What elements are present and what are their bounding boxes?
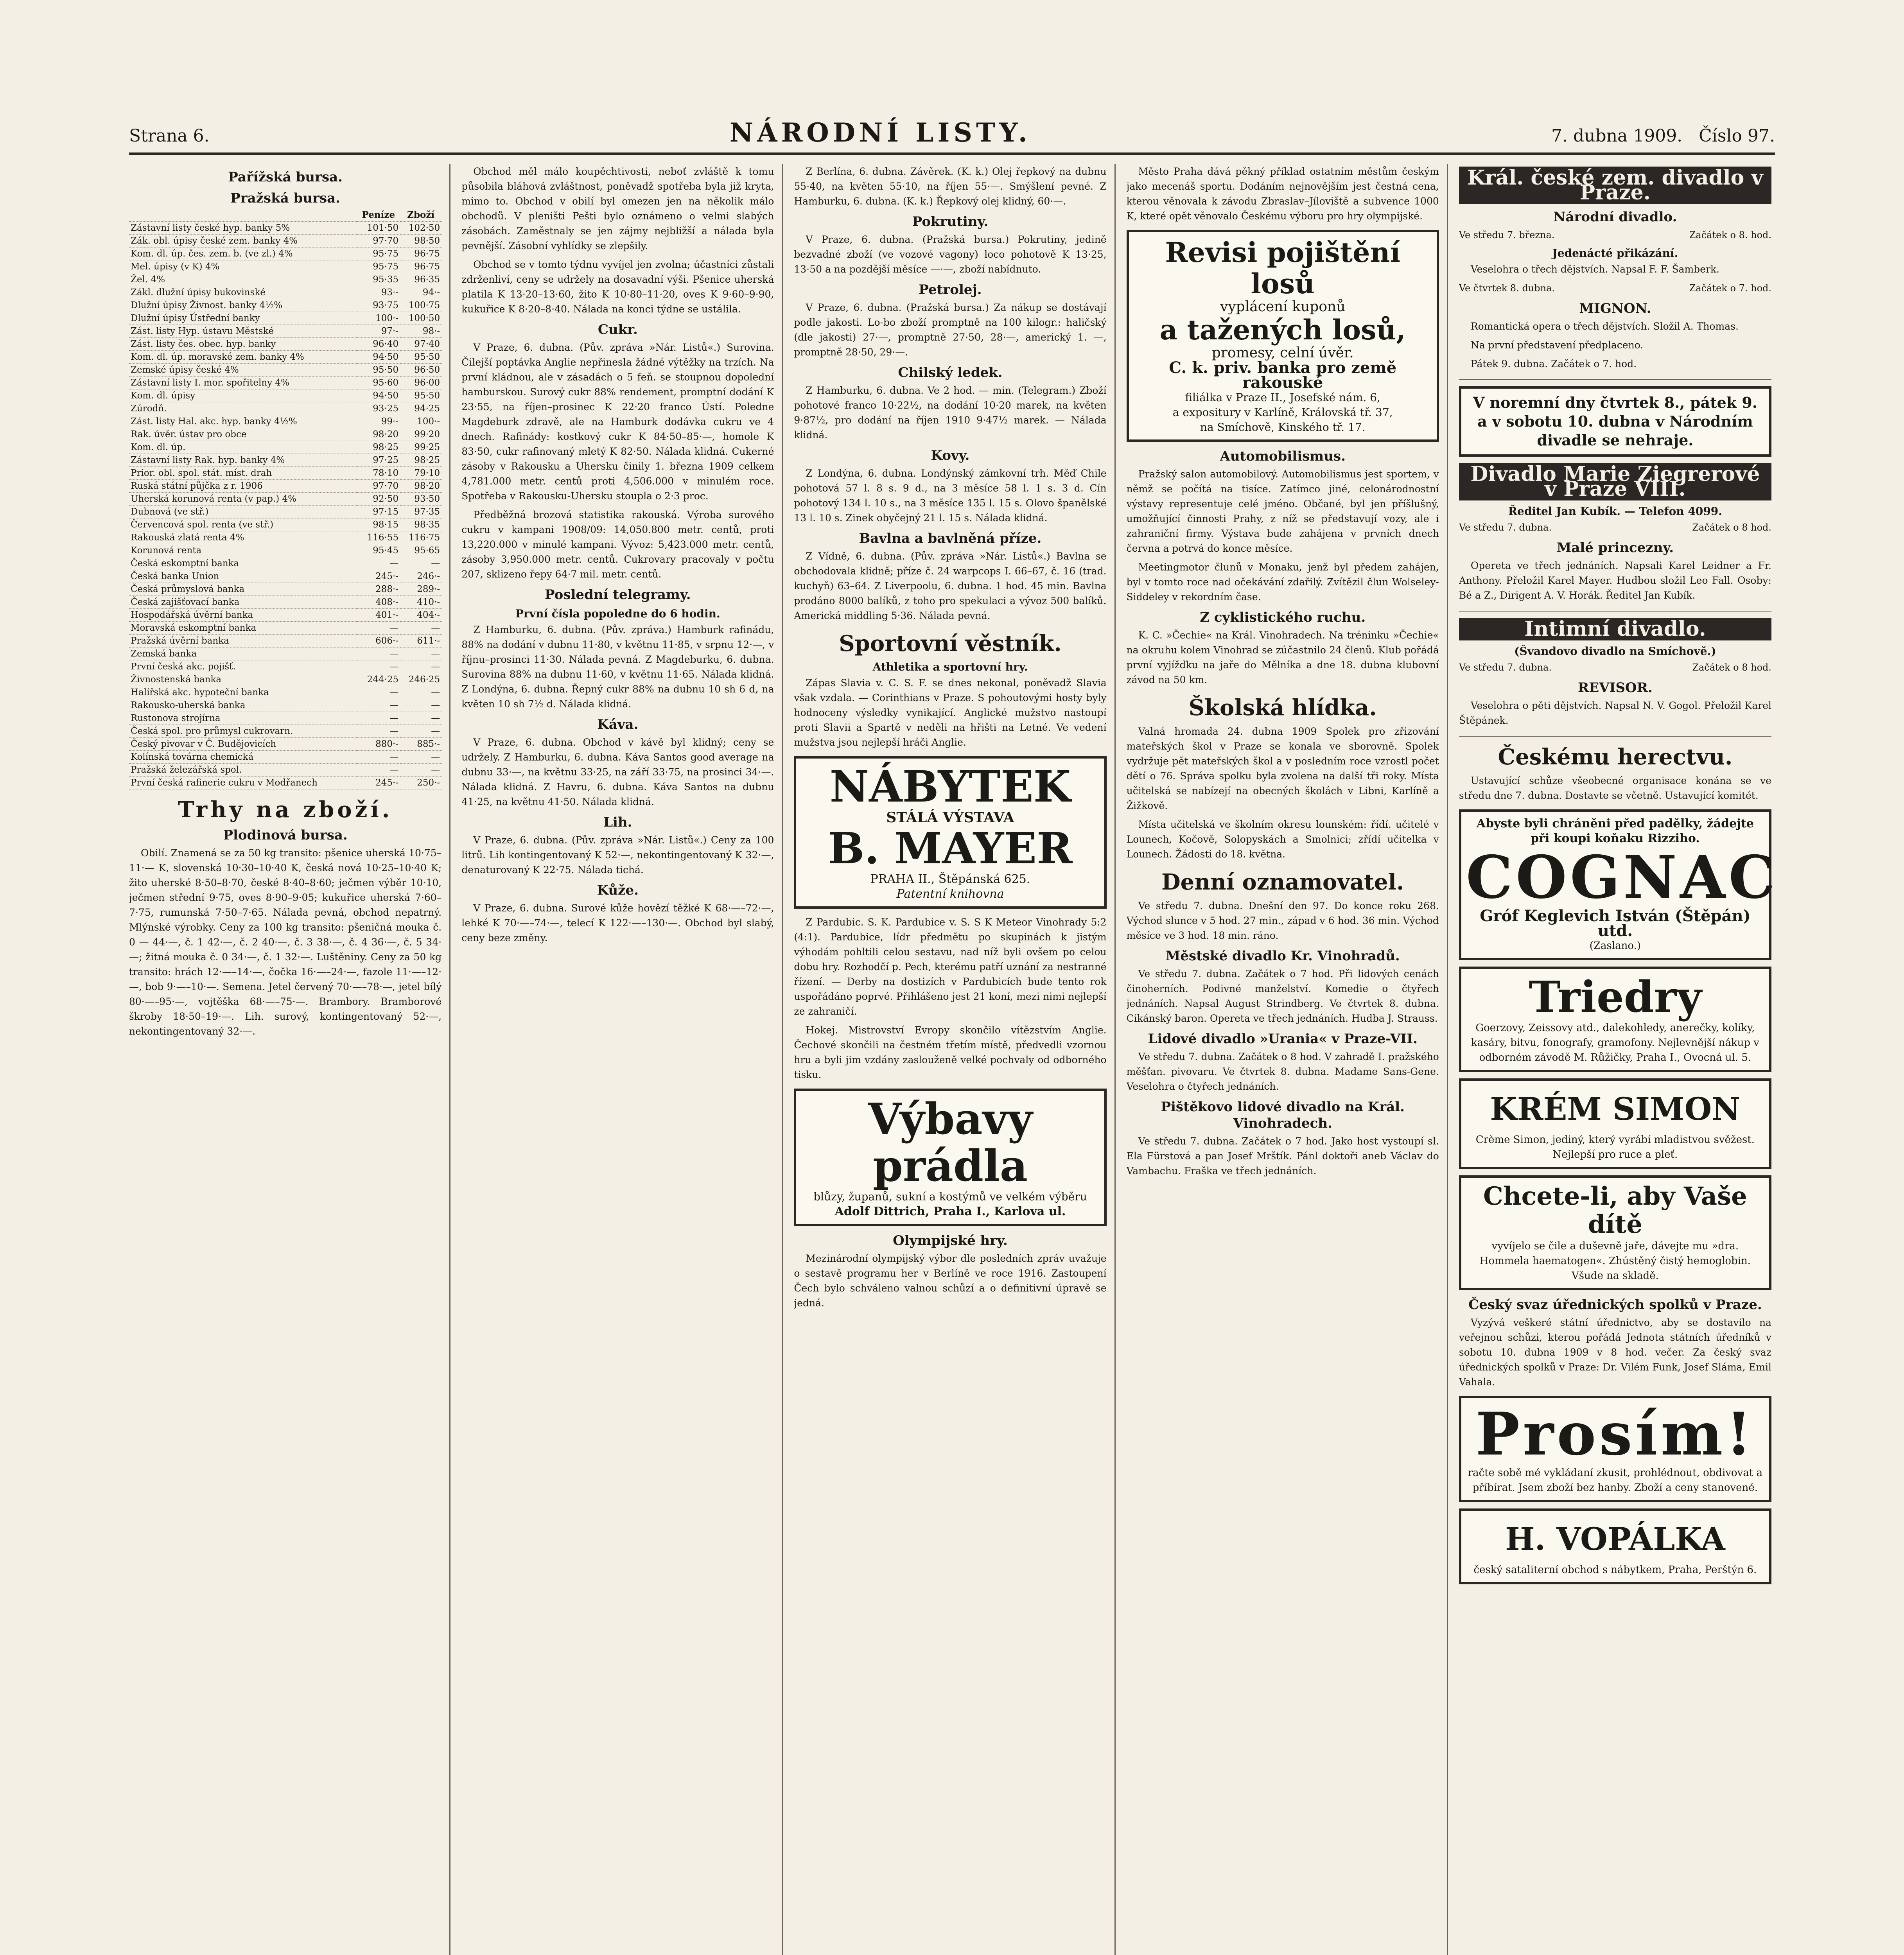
section-heading-pokrutiny: Pokrutiny. bbox=[912, 214, 989, 230]
rates-row bbox=[129, 351, 441, 364]
rate-name: Halířská akc. hypoteční banka bbox=[129, 686, 357, 699]
rate-name: Kom. dl. úp. bbox=[129, 441, 357, 454]
article-text: V Praze, 6. dubna. (Pražská bursa.) Pokrutiny, jedině bezvadné zboží (ve vozové vagony) loco pohotově K 13·25, 13·50 a na pozdější měsíce —·—, zboží nabídnuto. bbox=[794, 234, 1107, 275]
section-heading-bavlna: Bavlna a bavlněná příze. bbox=[859, 531, 1042, 546]
section-heading-plodinova: Plodinová bursa. bbox=[223, 827, 348, 843]
theatre-heading-ziegler: Divadlo Marie Ziegrerové v Praze VIII. bbox=[1459, 463, 1771, 500]
rate-value: — bbox=[357, 751, 400, 764]
rate-value: 245·- bbox=[357, 777, 400, 789]
section-heading-telegramy: Poslední telegramy. bbox=[545, 587, 691, 603]
rate-name: Kolínská továrna chemická bbox=[129, 751, 357, 764]
rate-value: — bbox=[357, 622, 400, 635]
rate-value: — bbox=[400, 686, 441, 699]
rate-name: Prior. obl. spol. stát. míst. drah bbox=[129, 467, 357, 480]
rate-name: Hospodářská úvěrní banka bbox=[129, 609, 357, 622]
article-text: Z Vídně, 6. dubna. (Pův. zpráva »Nár. Listů«.) Bavlna se obchodovala klidně; příze č. 24 warpcops I. 66–67, č. 16 (trad. kuchyň) 63–64. Z Liverpoolu, 6. dubna. 1 hod. 45 min. Bavlna prodáno 8000 balíků, z toho pro spekulaci a vývoz 500 balíků. Americká middling 5·36. Nálada pevná. bbox=[794, 551, 1107, 621]
rate-name: Rakouská zlatá renta 4% bbox=[129, 531, 357, 544]
rate-value: 97·35 bbox=[400, 506, 441, 518]
rates-row bbox=[129, 660, 441, 673]
rate-value: 97·15 bbox=[357, 506, 400, 518]
article-text: Předběžná brozová statistika rakouská. Výroba surového cukru v kampani 1908/09: 14,050.800 metr. centů, proti 13,220.000 v minulé kampani. Vývoz: 5,423.000 metr. centů, zásoby 3,950.000 metr. centů. Cukrovary pracovaly v počtu 207, sklizeno řepy 64·7 mil. metr. centů. bbox=[461, 509, 774, 580]
rate-value: 93·- bbox=[357, 286, 400, 299]
article-text: V Praze, 6. dubna. (Pražská bursa.) Za nákup se dostávají podle jakosti. Lo-bo zboží promptně na 100 kilogr.: haličský (dle jakosti) 27·—, promptně 27·50, 28·—, americký 1. —, promptně 28·50, 29·—. bbox=[794, 302, 1107, 358]
rate-value: 95·35 bbox=[357, 273, 400, 286]
rates-row bbox=[129, 635, 441, 647]
rate-value: 96·50 bbox=[400, 364, 441, 377]
rate-name: Český pivovar v Č. Budějovicích bbox=[129, 738, 357, 751]
section-heading-lih: Lih. bbox=[603, 814, 632, 830]
rate-value: — bbox=[357, 764, 400, 777]
issue-date: 7. dubna 1909. Číslo 97. bbox=[1551, 126, 1775, 146]
rates-row bbox=[129, 377, 441, 389]
section-heading-kovy: Kovy. bbox=[931, 448, 970, 463]
rate-value: — bbox=[357, 686, 400, 699]
rates-row bbox=[129, 299, 441, 312]
rate-name: Česká banka Union bbox=[129, 570, 357, 583]
rate-name: Zást. listy Hyp. ústavu Městské bbox=[129, 325, 357, 338]
article-text: Obilí. Znamená se za 50 kg transito: pšenice uherská 10·75–11·— K, slovenská 10·30–10·40 K, česká nová 10·25–10·40 K; žito uherské 8·50–8·70, české 8·40–8·60; ječmen výběr 10·10, ječmen střední 9·75, oves 8·90–9·05; kukuřice uherská 7·60–7·75, rumunská 7·50–7·65. Nálada pevná, obchod nepatrný. Mlýnské výrobky. Ceny za 100 kg transito: pšeničná mouka č. 0 — 44·—, č. 1 42·—, č. 2 40·—, č. 3 38·—, č. 4 36·—, č. 5 34·—; žitná mouka č. 0 34·—, č. 1 32·—. Luštěniny. Ceny za 50 kg transito: hrách 12·—–14·—, čočka 16·—–24·—, fazole 11·—–12·—, bob 9·—–10·—. Semena. Jetel červený 70·—–78·—, jetel bílý 80·—–95·—, vojtěška 68·—–75·—. Brambory. Bramborové škroby 18·50–19·—. Lih. surový, kontingentovaný 52·—, nekontingentovaný 32·—. bbox=[129, 847, 442, 1037]
article-text: Ve středu 7. dubna. Začátek o 8 hod. V zahradě I. pražského měšťan. pivovaru. Ve čtvrtek 8. dubna. Madame Sans-Gene. Veselohra o čtyřech jednáních. bbox=[1126, 1051, 1439, 1092]
advertisement-revisi-losu: Revisi pojištění losů vyplácení kuponů a tažených losů, promesy, celní úvěr. C. k. priv. banka pro země rakouské filiálka v Praze II., Josefské nám. 6, a expositury v Karlíně, Královská tř. 37, na Smíchově, Kinského tř. 17. bbox=[1127, 230, 1439, 442]
rate-value: 101·50 bbox=[357, 222, 400, 235]
rate-name: První česká rafinerie cukru v Modřanech bbox=[129, 777, 357, 789]
rates-row bbox=[129, 506, 441, 518]
advertisement-nabytek: NÁBYTEK STÁLÁ VÝSTAVA B. MAYER PRAHA II., Štěpánská 625. Patentní knihovna bbox=[794, 756, 1106, 909]
rates-row bbox=[129, 764, 441, 777]
rate-name: Pražská úvěrní banka bbox=[129, 635, 357, 647]
advertisement-krem-simon: KRÉM SIMON Crème Simon, jediný, který vyrábí mladistvou svěžest. Nejlepší pro ruce a pleť. bbox=[1459, 1078, 1771, 1169]
advertisement-haematogen: Chcete-li, aby Vaše dítě vyvíjelo se čile a duševně jaře, dávejte mu »dra. Hommela haematogen«. Zhústěný čistý hemoglobin. Všude na skladě. bbox=[1459, 1175, 1771, 1290]
section-heading-svaz: Český svaz úřednických spolků v Praze. bbox=[1468, 1297, 1762, 1313]
rates-row bbox=[129, 583, 441, 596]
rate-value: 96·35 bbox=[400, 273, 441, 286]
column-3 bbox=[794, 164, 1115, 1955]
rates-row bbox=[129, 402, 441, 415]
article-text: Město Praha dává pěkný příklad ostatním městům českým jako mecenáš sportu. Dodáním nejnovějším jest čestná cena, kterou věnovala k závodu Zbraslav–Jíloviště a subvence 1000 K, které opět věnovalo Českému výboru pro hry olympijské. bbox=[1126, 166, 1439, 222]
rate-name: Zást. listy čes. obec. hyp. banky bbox=[129, 338, 357, 351]
rates-row bbox=[129, 622, 441, 635]
rate-value: 95·45 bbox=[357, 544, 400, 557]
column-1 bbox=[129, 164, 450, 1955]
article-text: Z Berlína, 6. dubna. Závěrek. (K. k.) Olej řepkový na dubnu 55·40, na květen 55·10, na říjen 55·—. Smýšlení pevné. Z Hamburku, 6. dubna. (K. k.) Řepkový olej klidný, 60·—. bbox=[794, 166, 1107, 207]
notice-no-performance: V noremní dny čtvrtek 8., pátek 9. a v sobotu 10. dubna v Národním divadle se nehraje. bbox=[1459, 386, 1771, 457]
rate-value: — bbox=[400, 557, 441, 570]
rate-value: 880·- bbox=[357, 738, 400, 751]
page-number: Strana 6. bbox=[129, 126, 210, 146]
rate-value: — bbox=[357, 557, 400, 570]
rate-value: 97·- bbox=[357, 325, 400, 338]
rate-value: 97·70 bbox=[357, 480, 400, 493]
article-text: Ustavující schůze všeobecné organisace konána se ve středu dne 7. dubna. Dostavte se včetně. Ustavující komitét. bbox=[1459, 775, 1772, 801]
rate-value: — bbox=[357, 699, 400, 712]
article-text: Místa učitelská ve školním okresu lounském: řídí. učitelé v Lounech, Kočově, Solopyskách a Smolnici; zřídí učitelka v Lounech. Žádosti do 18. května. bbox=[1126, 819, 1439, 860]
masthead bbox=[129, 117, 1775, 155]
playbill-nd: Ve středu 7. března. Začátek o 8. hod. Jedenácté přikázání. Veselohra o třech dějstvích. Napsal F. F. Šamberk. Ve čtvrtek 8. dubna. Začátek o 7. hod. MIGNON. Romantická opera o třech dějstvích. Složil A. Thomas. Na první představení předplaceno. Pátek 9. dubna. Začátek o 7. hod. bbox=[1459, 228, 1771, 380]
rate-value: 96·40 bbox=[357, 338, 400, 351]
rate-value: 98·25 bbox=[357, 441, 400, 454]
rate-name: Kom. dl. úpisy bbox=[129, 389, 357, 402]
rate-value: 98·15 bbox=[357, 518, 400, 531]
rates-row bbox=[129, 712, 441, 725]
rates-row bbox=[129, 428, 441, 441]
section-heading-kuze: Kůže. bbox=[597, 882, 639, 898]
rates-row bbox=[129, 544, 441, 557]
rate-name: Zemské úpisy české 4% bbox=[129, 364, 357, 377]
rates-row bbox=[129, 325, 441, 338]
rate-name: Živnostenská banka bbox=[129, 673, 357, 686]
section-heading-cukr: Cukr. bbox=[598, 322, 638, 337]
rate-name: Zást. listy Hal. akc. hyp. banky 4½% bbox=[129, 415, 357, 428]
rate-name: Červencová spol. renta (ve stř.) bbox=[129, 518, 357, 531]
rate-value: 98·25 bbox=[400, 454, 441, 467]
rates-row bbox=[129, 273, 441, 286]
section-heading-ledek: Chilský ledek. bbox=[898, 365, 1003, 380]
rate-value: — bbox=[400, 725, 441, 738]
rates-row bbox=[129, 647, 441, 660]
rate-value: 611·- bbox=[400, 635, 441, 647]
rate-name: Zástavní listy I. mor. spořitelny 4% bbox=[129, 377, 357, 389]
article-text: Ve středu 7. dubna. Začátek o 7 hod. Jako host vystoupí sl. Ela Fürstová a pan Josef Mrštík. Pánl doktoři aneb Václav do Vambachu. Fraška ve třech jednáních. bbox=[1126, 1135, 1439, 1177]
rate-value: — bbox=[357, 660, 400, 673]
rate-value: 100·75 bbox=[400, 299, 441, 312]
article-text: Obchod měl málo koupěchtivosti, neboť zvláště k tomu působila bláhová zvláštnost, poněvadž spotřeba byla již kryta, mimo to. Obchod v obilí byl omezen jen na několik málo obchodů. V pleništi Pešti bylo oznámeno o velmi slabých zásobách. Zaměstnaly se jen zájmy nejbližší a nálada byla pevnější. Zásobní vyhlídky se zlepšily. bbox=[461, 166, 774, 251]
rate-value: — bbox=[400, 622, 441, 635]
theatre-heading-nd: Král. české zem. divadlo v Praze. bbox=[1459, 167, 1771, 204]
rate-value: 250·- bbox=[400, 777, 441, 789]
rate-name: Kom. dl. úp. moravské zem. banky 4% bbox=[129, 351, 357, 364]
rates-row bbox=[129, 751, 441, 764]
theatre-heading-intimni: Intimní divadlo. bbox=[1459, 618, 1771, 640]
rate-value: — bbox=[357, 725, 400, 738]
section-heading-kava: Káva. bbox=[597, 717, 639, 732]
column-2 bbox=[461, 164, 783, 1955]
article-text: Pražský salon automobilový. Automobilismus jest sportem, v němž se počítá na tisíce. Zatímco jiné, celonárodnostní výstavy representuje celé jméno. Občané, byl jen příšlušný, umožňující činnosti Prahy, z níž se představují vozy, ale i zahraniční firmy. Výstava bude zahájena v prvních dnech června a potrvá do konce měsíce. bbox=[1126, 468, 1439, 554]
rate-name: Zúrodň. bbox=[129, 402, 357, 415]
rate-value: — bbox=[400, 647, 441, 660]
rates-row bbox=[129, 725, 441, 738]
rate-name: Žel. 4% bbox=[129, 273, 357, 286]
rates-row bbox=[129, 248, 441, 260]
rate-value: — bbox=[400, 751, 441, 764]
rate-value: 94·50 bbox=[357, 351, 400, 364]
rate-value: 95·65 bbox=[400, 544, 441, 557]
rates-row bbox=[129, 415, 441, 428]
rates-row bbox=[129, 557, 441, 570]
rate-value: 79·10 bbox=[400, 467, 441, 480]
rates-row bbox=[129, 260, 441, 273]
advertisement-prosim: Prosím! račte sobě mé vykládaní zkusit, prohlédnout, obdivovat a příbírat. Jsem zboží bez hanby. Zboží a ceny stanovené. bbox=[1459, 1396, 1771, 1502]
article-text: K. C. »Čechie« na Král. Vinohradech. Na tréninku »Čechie« na okruhu kolem Vinohrad se zúčastnilo 24 členů. Klub pořádá první vyjížďku na jaře do Mělníka a dne 18. dubna klubovní závod na 50 km. bbox=[1126, 630, 1439, 685]
rate-name: Zemská banka bbox=[129, 647, 357, 660]
section-heading-sport: Sportovní věstník. bbox=[839, 631, 1062, 656]
rate-value: 93·50 bbox=[400, 493, 441, 506]
rate-value: 97·25 bbox=[357, 454, 400, 467]
advertisement-vybavy: Výbavy prádla blůzy, županů, sukní a kostýmů ve velkém výběru Adolf Dittrich, Praha I., Karlova ul. bbox=[794, 1089, 1106, 1226]
rate-value: 94·50 bbox=[357, 389, 400, 402]
section-heading-herectvo: Českému herectvu. bbox=[1498, 744, 1733, 770]
article-text: Zápas Slavia v. C. S. F. se dnes nekonal, poněvadž Slavia však vzdala. — Corinthians v Praze. S pohoutovými hosty byly hodnoceny výsledky vynikající. Anglické mužstvo nastoupí proti Slavii a Spartě v neděli na hřišti na Letné. Ve vedení mužstva jsou nejlepší hráči Anglie. bbox=[794, 677, 1107, 748]
rates-row bbox=[129, 480, 441, 493]
section-heading-auto: Automobilismus. bbox=[1220, 448, 1346, 464]
article-text: Mezinárodní olympijský výbor dle posledních zpráv uvažuje o sestavě programu her v Berlíně ve roce 1916. Zastoupení Čech bylo schváleno valnou schůzí a o definitivní úpravě se jedná. bbox=[794, 1253, 1107, 1309]
rate-name: Rustonova strojírna bbox=[129, 712, 357, 725]
rate-value: 94·- bbox=[400, 286, 441, 299]
article-text: Ve středu 7. dubna. Začátek o 7 hod. Při lidových cenách činoherních. Podivné manželství. Komedie o čtyřech jednáních. Napsal August Strindberg. Ve čtvrtek 8. dubna. Cikánský baron. Opereta ve třech jednáních. Hudba J. Strauss. bbox=[1126, 968, 1439, 1024]
rates-row bbox=[129, 609, 441, 622]
section-heading-trhy: Trhy na zboží. bbox=[178, 797, 393, 823]
rates-row bbox=[129, 686, 441, 699]
section-heading-olymp: Olympijské hry. bbox=[893, 1233, 1008, 1248]
rates-row bbox=[129, 467, 441, 480]
rates-row bbox=[129, 222, 441, 235]
rate-value: 96·00 bbox=[400, 377, 441, 389]
rate-value: 98·20 bbox=[357, 428, 400, 441]
rate-name: Pražská železářská spol. bbox=[129, 764, 357, 777]
rate-value: 95·75 bbox=[357, 260, 400, 273]
rate-value: 97·40 bbox=[400, 338, 441, 351]
rate-value: — bbox=[400, 764, 441, 777]
rate-value: 78·10 bbox=[357, 467, 400, 480]
section-subheading: Národní divadlo. bbox=[1553, 209, 1677, 225]
rate-value: 96·75 bbox=[400, 260, 441, 273]
rate-value: 99·25 bbox=[400, 441, 441, 454]
rate-name: Mel. úpisy (v K) 4% bbox=[129, 260, 357, 273]
rate-value: — bbox=[400, 660, 441, 673]
rate-value: 100·- bbox=[400, 415, 441, 428]
rate-value: 96·75 bbox=[400, 248, 441, 260]
rate-name: Česká průmyslová banka bbox=[129, 583, 357, 596]
rates-row bbox=[129, 493, 441, 506]
article-text: V Praze, 6. dubna. Obchod v kávě byl klidný; ceny se udržely. Z Hamburku, 6. dubna. Káva Santos good average na dubnu 33·—, na květnu 33·25, na září 33·75, na prosinci 34·—. Nálada klidná. Z Havru, 6. dubna. Káva Santos na dubnu 41·25, na květnu 41·50. Nálada klidná. bbox=[461, 737, 774, 807]
rates-row bbox=[129, 777, 441, 789]
rate-value: 288·- bbox=[357, 583, 400, 596]
rates-row bbox=[129, 364, 441, 377]
section-heading-pistek: Pištěkovo lidové divadlo na Král. Vinohradech. bbox=[1161, 1099, 1405, 1131]
rate-value: 95·75 bbox=[357, 248, 400, 260]
rate-name: Zástavní listy české hyp. banky 5% bbox=[129, 222, 357, 235]
rate-value: — bbox=[357, 647, 400, 660]
rate-value: 401·- bbox=[357, 609, 400, 622]
rate-name: Kom. dl. úp. čes. zem. b. (ve zl.) 4% bbox=[129, 248, 357, 260]
rate-name: První česká akc. pojišť. bbox=[129, 660, 357, 673]
rate-value: 116·55 bbox=[357, 531, 400, 544]
article-text: Z Pardubic. S. K. Pardubice v. S. S K Meteor Vinohrady 5:2 (4:1). Pardubice, lídr předmětu po skupinách k jistým výhodám pohltili celou sestavu, nad níž byli ovšem po celou dobu hry. Rozhodčí p. Pech, kterému patří uznání za nestranné řízení. — Derby na dostizích v Pardubicích bude tento rok uspořádáno poprvé. Přihlášeno jest 21 koní, mezi nimi nejlepší ze zahraničí. bbox=[794, 917, 1107, 1017]
article-text: Meetingmotor člunů v Monaku, jenž byl předem zahájen, byl v tomto roce nad očekávání zdařilý. Zvítězil člun Wolseley-Siddeley v rekordním čase. bbox=[1126, 561, 1439, 603]
article-text: V Praze, 6. dubna. (Pův. zpráva »Nár. Listů«.) Ceny za 100 litrů. Lih kontingentovaný K 52·—, nekontingentovaný K 32·—, denaturovaný K 22·75. Nálada tichá. bbox=[461, 834, 774, 875]
rate-value: 98·50 bbox=[400, 235, 441, 248]
rate-name: Dlužní úpisy Živnost. banky 4½% bbox=[129, 299, 357, 312]
advertisement-vopalka: H. VOPÁLKA český sataliterní obchod s nábytkem, Praha, Perštýn 6. bbox=[1459, 1508, 1771, 1584]
section-heading-paris: Pařížská bursa. bbox=[228, 169, 343, 185]
rate-name: Zástavní listy Rak. hyp. banky 4% bbox=[129, 454, 357, 467]
advertisement-triedry: Triedry Goerzovy, Zeissovy atd., dalekohledy, anerečky, kolíky, kasáry, bitvu, fonografy, gramofony. Nejlevnější nákup v odborném závodě M. Růžičky, Praha I., Ovocná ul. 5. bbox=[1459, 967, 1771, 1072]
article-text: V Praze, 6. dubna. (Pův. zpráva »Nár. Listů«.) Surovina. Čilejší poptávka Anglie nepřinesla žádné výtěžky na trzích. Na první kládnou, ale v zásadách o 5 feň. se stoupnou dopolední hamburskou. Surový cukr 88% rendement, promptní dodání K 23·55, na říjen–prosinec K 22·20 franco Ústí. Poledne Magdeburk zdravě, ale na Hamburk dodávka cukru ve 4 dnech. Rafinády: kostkový cukr K 84·50–85·—, homole K 83·50, cukr rafinovaný mletý K 82·50. Nálada klidná. Cukerné zásoby v Rakousku a Uhersku činily 1. března 1909 celkem 4,781.000 metr. centů proti 4,506.000 v minulém roce. Spotřeba v Rakousku-Uhersku stoupla o 2·3 proc. bbox=[461, 342, 774, 502]
rates-row bbox=[129, 389, 441, 402]
rates-row bbox=[129, 673, 441, 686]
column-5 bbox=[1459, 164, 1779, 1955]
rate-value: 95·50 bbox=[400, 351, 441, 364]
article-text: Hokej. Mistrovství Evropy skončilo vítězstvím Anglie. Čechové skončili na čestném třetím místě, předvedli vzornou hru a byli jim vzdány zaslouženě velké pochvaly od odborného tisku. bbox=[794, 1024, 1107, 1080]
rate-value: 244·25 bbox=[357, 673, 400, 686]
exchange-rates-table bbox=[129, 209, 441, 789]
rate-value: 289·- bbox=[400, 583, 441, 596]
rate-value: 116·75 bbox=[400, 531, 441, 544]
rate-value: 99·20 bbox=[400, 428, 441, 441]
rate-value: 98·20 bbox=[400, 480, 441, 493]
rates-row bbox=[129, 531, 441, 544]
section-heading-petrolej: Petrolej. bbox=[919, 282, 982, 298]
rate-name: Zák. obl. úpisy české zem. banky 4% bbox=[129, 235, 357, 248]
rates-header-row: Peníze Zboží bbox=[129, 209, 441, 222]
article-text: Vyzývá veškeré státní úřednictvo, aby se dostavilo na veřejnou schůzi, kterou pořádá Jednota státních úředníků v sobotu 10. dubna 1909 v 8 hod. večer. Za český svaz úřednických spolků v Praze: Dr. Vilém Funk, Josef Sláma, Emil Vahala. bbox=[1459, 1317, 1772, 1388]
rate-value: 606·- bbox=[357, 635, 400, 647]
section-heading-denni: Denní oznamovatel. bbox=[1161, 869, 1404, 895]
rates-row bbox=[129, 570, 441, 583]
rate-name: Uherská korunová renta (v pap.) 4% bbox=[129, 493, 357, 506]
rate-name: Dlužní úpisy Ústřední banky bbox=[129, 312, 357, 325]
playbill-ziegler: Ředitel Jan Kubík. — Telefon 4099. Ve středu 7. dubna. Začátek o 8 hod. Malé princezny. Opereta ve třech jednáních. Napsali Karel Leidner a Fr. Anthony. Přeložil Karel Mayer. Hudbou složil Leo Fall. Osoby: Bé a Z., Dirigent A. V. Horák. Ředitel Jan Kubík. bbox=[1459, 504, 1771, 612]
rate-name: Ruská státní půjčka z r. 1906 bbox=[129, 480, 357, 493]
rate-value: 100·50 bbox=[400, 312, 441, 325]
rates-row bbox=[129, 441, 441, 454]
rate-value: 404·- bbox=[400, 609, 441, 622]
rate-value: 95·60 bbox=[357, 377, 400, 389]
rate-value: 95·50 bbox=[357, 364, 400, 377]
rate-name: Česká spol. pro průmysl cukrovarn. bbox=[129, 725, 357, 738]
rate-value: 98·- bbox=[400, 325, 441, 338]
rate-name: Korunová renta bbox=[129, 544, 357, 557]
article-text: V Praze, 6. dubna. Surové kůže hovězí těžké K 68·—–72·—, lehké K 70·—–74·—, telecí K 122·—–130·—. Obchod byl slabý, ceny beze změny. bbox=[461, 902, 774, 943]
rate-value: — bbox=[400, 712, 441, 725]
rate-value: — bbox=[357, 712, 400, 725]
rates-row bbox=[129, 338, 441, 351]
section-subheading: První čísla popoledne do 6 hodin. bbox=[515, 607, 720, 620]
rate-value: 410·- bbox=[400, 596, 441, 609]
section-heading-lidove: Lidové divadlo »Urania« v Praze-VII. bbox=[1148, 1031, 1418, 1047]
rates-row bbox=[129, 454, 441, 467]
article-text: Ve středu 7. dubna. Dnešní den 97. Do konce roku 268. Východ slunce v 5 hod. 27 min., západ v 6 hod. 36 min. Východ měsíce ve 3 hod. 18 min. ráno. bbox=[1126, 900, 1439, 941]
rate-name: Zákl. dlužní úpisy bukovinské bbox=[129, 286, 357, 299]
article-text: Obchod se v tomto týdnu vyvíjel jen zvolna; účastníci zůstali zdrženliví, ceny se udržely na dosavadní výši. Pšenice uherská platila K 13·20–13·60, žito K 10·80–11·20, oves K 9·60–9·90, kukuřice K 8·20–8·40. Nálada na konci týdne se ustálila. bbox=[461, 259, 774, 315]
rate-value: 102·50 bbox=[400, 222, 441, 235]
rate-name: Dubnová (ve stř.) bbox=[129, 506, 357, 518]
section-heading-mestske: Městské divadlo Kr. Vinohradů. bbox=[1165, 948, 1400, 964]
rate-name: Moravská eskomptní banka bbox=[129, 622, 357, 635]
rates-row bbox=[129, 699, 441, 712]
rate-value: 246·- bbox=[400, 570, 441, 583]
rate-value: — bbox=[400, 699, 441, 712]
article-text: Valná hromada 24. dubna 1909 Spolek pro zřizování mateřských škol v Praze se konala ve sborovně. Spolek vydržuje pět mateřských škol a v posledním roce vzrostl počet dětí o 76. Správa spolku byla zvolena na další tři roky. Místa učitelská se nabízejí na obecných školách v Libni, Karlíně a Žižkově. bbox=[1126, 726, 1439, 811]
rate-value: 93·25 bbox=[357, 402, 400, 415]
column-4 bbox=[1127, 164, 1448, 1955]
rates-row bbox=[129, 518, 441, 531]
rate-value: 92·50 bbox=[357, 493, 400, 506]
playbill-intimni: (Švandovo divadlo na Smíchově.) Ve středu 7. dubna. Začátek o 8 hod. REVISOR. Veselohra o pěti dějstvích. Napsal N. V. Gogol. Přeložil Karel Štěpánek. bbox=[1459, 644, 1771, 737]
rate-value: 246·25 bbox=[400, 673, 441, 686]
article-text: Z Hamburku, 6. dubna. (Pův. zpráva.) Hamburk rafinádu, 88% na dodání v dubnu 11·80, v květnu 11·85, v srpnu 12·—, v říjnu–prosinci 11·30. Nálada pevná. Z Magdeburku, 6. dubna. Surovina 88% na dubnu 11·60, v květnu 11·65. Nálada klidná. Z Londýna, 6. dubna. Řepný cukr 88% na dubnu 10 sh 6 d, na květen 10 sh 7½ d. Nálada klidná. bbox=[461, 624, 774, 710]
article-text: Z Hamburku, 6. dubna. Ve 2 hod. — min. (Telegram.) Zboží pohotové franco 10·22½, na dodání 10·20 marek, na květen 9·87½, pro dodání na říjen 1910 9·47½ marek. — Nálada klidná. bbox=[794, 385, 1107, 441]
rate-name: Česká zajišťovací banka bbox=[129, 596, 357, 609]
section-heading-praha: Pražská bursa. bbox=[230, 190, 340, 206]
rates-row bbox=[129, 596, 441, 609]
advertisement-cognac: Abyste byli chráněni před padělky, žádejte při koupi koňaku Rizziho. COGNAC Gróf Keglevich István (Štěpán) utd. (Zaslano.) bbox=[1459, 809, 1771, 960]
rates-row bbox=[129, 235, 441, 248]
rate-name: Rakousko-uherská banka bbox=[129, 699, 357, 712]
rate-name: Česká eskomptní banka bbox=[129, 557, 357, 570]
section-heading-skolska: Školská hlídka. bbox=[1188, 695, 1377, 721]
rate-value: 408·- bbox=[357, 596, 400, 609]
rate-value: 97·70 bbox=[357, 235, 400, 248]
rate-name: Rak. úvěr. ústav pro obce bbox=[129, 428, 357, 441]
rates-row bbox=[129, 286, 441, 299]
rate-value: 94·25 bbox=[400, 402, 441, 415]
article-text: Z Londýna, 6. dubna. Londýnský zámkovní trh. Měď Chile pohotová 57 l. 8 s. 9 d., na 3 měsíce 58 l. 1 s. 3 d. Cín pohotový 134 l. 10 s., na 3 měsíce 135 l. 15 s. Olovo španělské 13 l. 10 s. Zinek obyčejný 21 l. 15 s. Nálada klidná. bbox=[794, 468, 1107, 524]
rates-row bbox=[129, 738, 441, 751]
rate-value: 99·- bbox=[357, 415, 400, 428]
newspaper-title: NÁRODNÍ LISTY. bbox=[729, 117, 1031, 148]
rate-value: 98·35 bbox=[400, 518, 441, 531]
rate-value: 100·- bbox=[357, 312, 400, 325]
rate-value: 245·- bbox=[357, 570, 400, 583]
rate-value: 885·- bbox=[400, 738, 441, 751]
rate-value: 95·50 bbox=[400, 389, 441, 402]
rates-row bbox=[129, 312, 441, 325]
section-subheading: Athletika a sportovní hry. bbox=[872, 660, 1028, 673]
section-heading-cyklo: Z cyklistického ruchu. bbox=[1200, 610, 1366, 625]
rate-value: 93·75 bbox=[357, 299, 400, 312]
